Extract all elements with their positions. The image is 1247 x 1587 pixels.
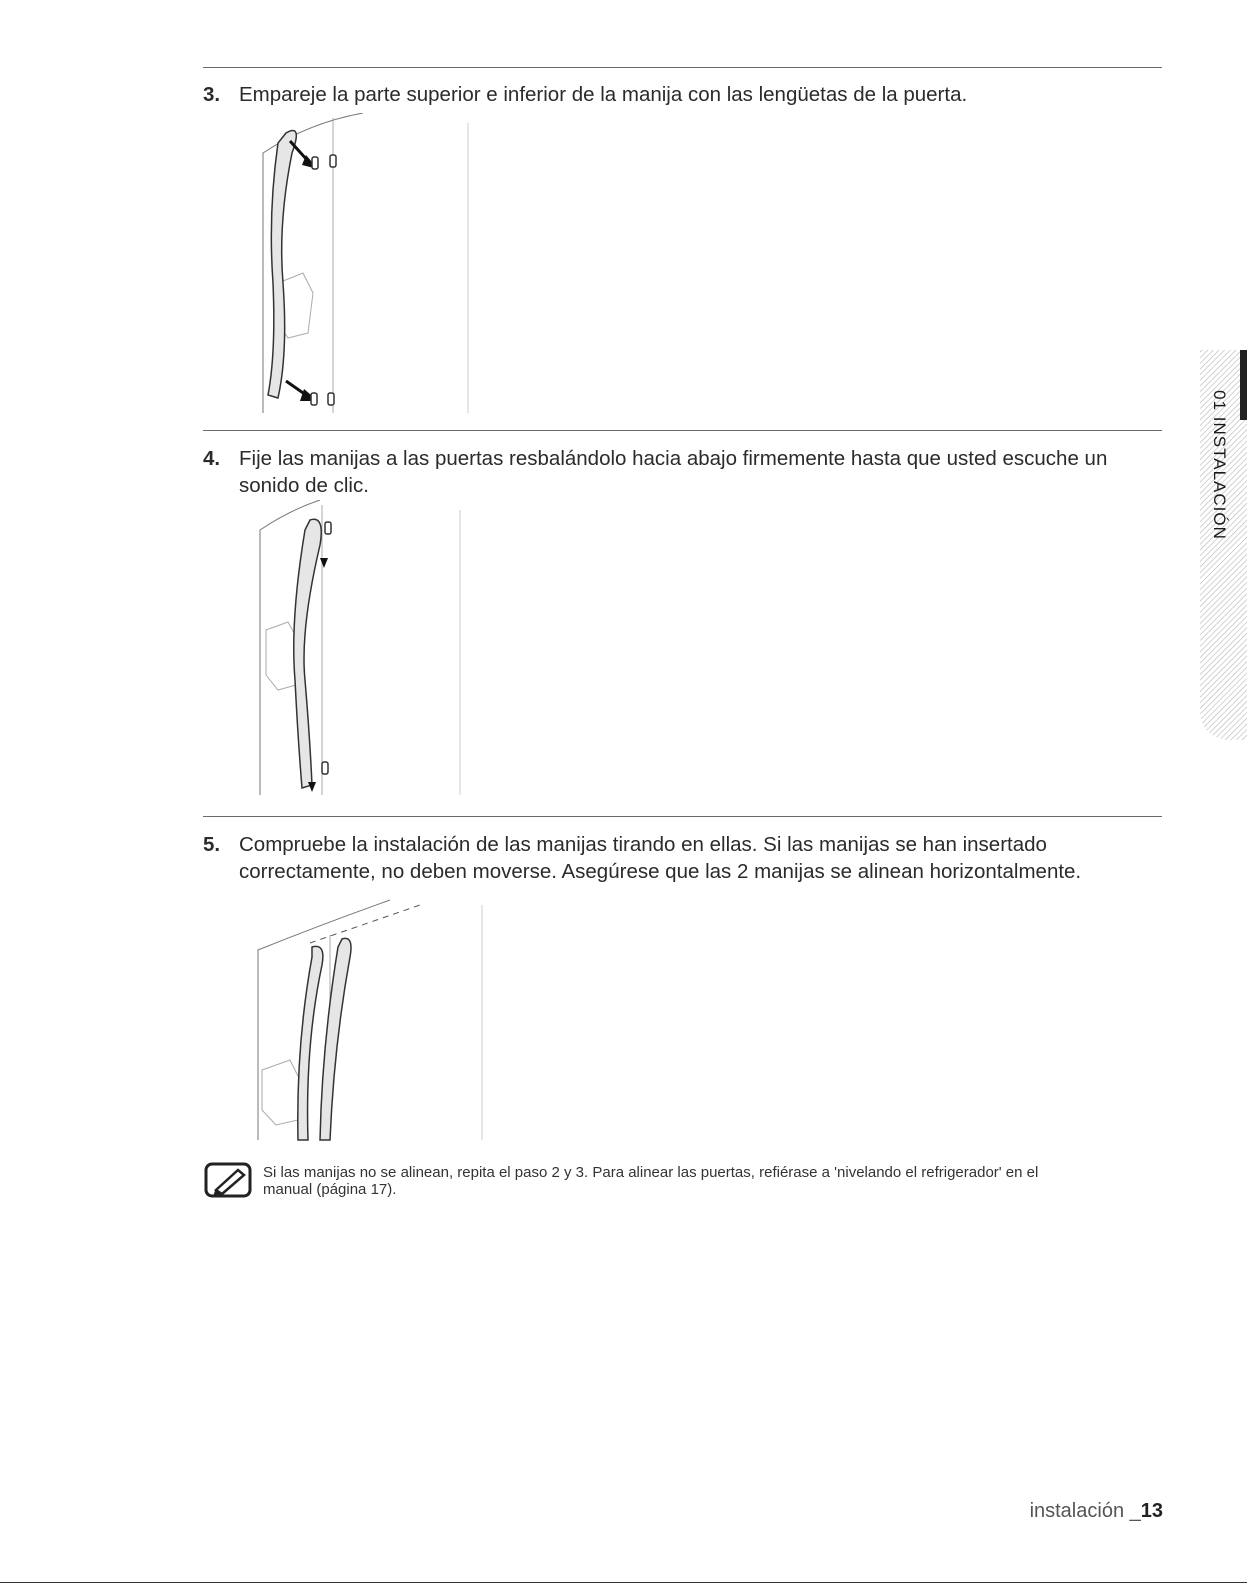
step-5: [203, 831, 1163, 885]
page-number: 13: [1140, 1500, 1163, 1522]
step-4: [203, 445, 1163, 499]
top-divider: [203, 67, 1162, 68]
step-number: 5.: [203, 833, 221, 856]
bottom-edge-line: [0, 1582, 1247, 1583]
handle-alignment-illustration: [248, 113, 488, 423]
step-text: Fije las manijas a las puertas resbalándolo hacia abajo firmemente hasta que usted escuche un sonido de clic.: [239, 447, 1108, 497]
step-text: Compruebe la instalación de las manijas tirando en ellas. Si las manijas se han insertado correctamente, no deben moverse. Asegúrese que las 2 manijas se alinean horizontalmente.: [239, 833, 1082, 883]
step-number: 4.: [203, 447, 221, 470]
note-text: Si las manijas no se alinean, repita el paso 2 y 3. Para alinear las puertas, refiérase a 'nivelando el refrigerador' en el manual (página 17).: [263, 1164, 1039, 1198]
footer-section: instalación _: [1029, 1500, 1141, 1522]
section-tab-label: 01 INSTALACIÓN: [1210, 390, 1229, 540]
divider: [203, 816, 1162, 817]
step-text: Empareje la parte superior e inferior de la manija con las lengüetas de la puerta.: [239, 83, 968, 106]
step-number: 3.: [203, 83, 221, 106]
step-3: [203, 81, 1163, 108]
divider: [203, 430, 1162, 431]
handle-slide-illustration: [250, 500, 480, 810]
handles-aligned-illustration: [250, 895, 510, 1145]
note-pencil-icon: [204, 1162, 256, 1200]
page-footer: [1030, 1500, 1163, 1523]
